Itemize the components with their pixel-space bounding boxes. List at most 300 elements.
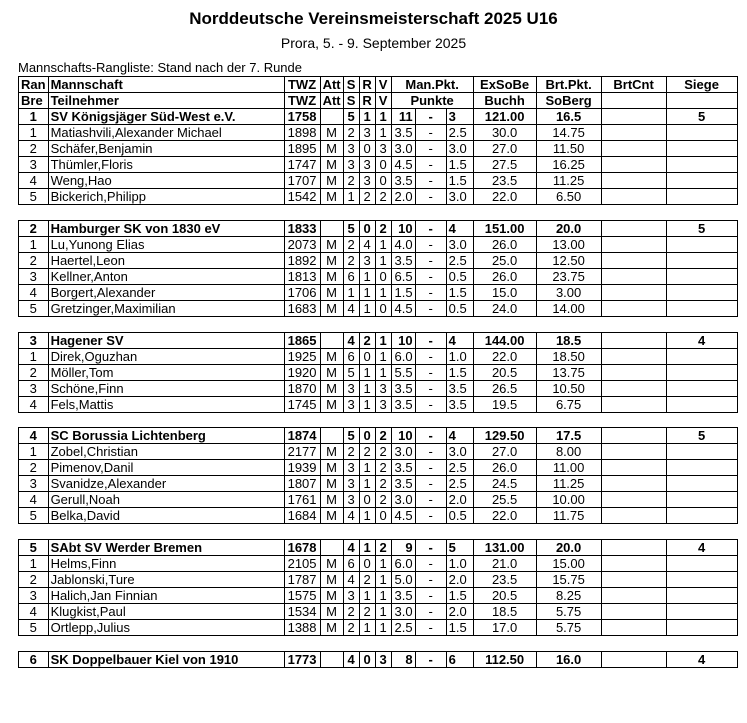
player-empty-2 xyxy=(666,508,737,524)
player-empty-1 xyxy=(601,396,666,412)
player-board: 5 xyxy=(19,508,49,524)
player-sonneborn-berger: 15.00 xyxy=(536,556,601,572)
player-empty-1 xyxy=(601,508,666,524)
header-siege xyxy=(666,93,737,109)
header-brtcnt xyxy=(601,93,666,109)
player-twz: 2073 xyxy=(284,236,320,252)
player-r: 0 xyxy=(359,141,375,157)
player-sonneborn-berger: 15.75 xyxy=(536,572,601,588)
player-empty-2 xyxy=(666,173,737,189)
player-board: 4 xyxy=(19,604,49,620)
player-empty-2 xyxy=(666,620,737,636)
player-twz: 1920 xyxy=(284,364,320,380)
player-s: 4 xyxy=(343,300,359,316)
player-v: 0 xyxy=(375,300,391,316)
player-points-won: 4.5 xyxy=(391,508,415,524)
player-points-lost: 3.0 xyxy=(446,141,473,157)
team-twz: 1874 xyxy=(284,428,320,444)
player-points-lost: 1.5 xyxy=(446,157,473,173)
player-twz: 1534 xyxy=(284,604,320,620)
player-twz: 1939 xyxy=(284,460,320,476)
player-att: M xyxy=(320,157,343,173)
player-points-lost: 1.5 xyxy=(446,284,473,300)
player-sonneborn-berger: 11.00 xyxy=(536,460,601,476)
team-matchpoints-lost: 4 xyxy=(446,332,473,348)
player-empty-2 xyxy=(666,604,737,620)
player-board: 3 xyxy=(19,157,49,173)
player-r: 3 xyxy=(359,252,375,268)
player-points-won: 2.0 xyxy=(391,189,415,205)
player-att: M xyxy=(320,492,343,508)
player-v: 2 xyxy=(375,189,391,205)
player-att: M xyxy=(320,396,343,412)
team-board-points: 16.0 xyxy=(536,651,601,667)
player-board: 5 xyxy=(19,300,49,316)
team-name: SK Doppelbauer Kiel von 1910 xyxy=(48,651,284,667)
player-att: M xyxy=(320,173,343,189)
player-s: 2 xyxy=(343,173,359,189)
player-points-won: 6.5 xyxy=(391,268,415,284)
player-s: 3 xyxy=(343,476,359,492)
team-twz: 1758 xyxy=(284,109,320,125)
header-row-2 xyxy=(19,93,738,109)
player-board: 5 xyxy=(19,620,49,636)
team-r: 0 xyxy=(359,220,375,236)
player-empty-1 xyxy=(601,604,666,620)
player-board: 3 xyxy=(19,476,49,492)
player-name: Kellner,Anton xyxy=(48,268,284,284)
team-matchpoints-lost: 3 xyxy=(446,109,473,125)
player-points-sep: - xyxy=(415,157,446,173)
player-s: 3 xyxy=(343,460,359,476)
player-buchholz: 23.5 xyxy=(473,173,536,189)
player-buchholz: 20.5 xyxy=(473,588,536,604)
player-att: M xyxy=(320,444,343,460)
player-board: 2 xyxy=(19,460,49,476)
player-r: 4 xyxy=(359,236,375,252)
team-matchpoints-sep: - xyxy=(415,651,446,667)
team-twz: 1773 xyxy=(284,651,320,667)
player-s: 2 xyxy=(343,125,359,141)
player-points-lost: 1.5 xyxy=(446,364,473,380)
player-points-won: 5.5 xyxy=(391,364,415,380)
team-att xyxy=(320,651,343,667)
player-points-lost: 3.5 xyxy=(446,380,473,396)
player-empty-2 xyxy=(666,572,737,588)
player-s: 1 xyxy=(343,284,359,300)
player-buchholz: 24.5 xyxy=(473,476,536,492)
player-twz: 1807 xyxy=(284,476,320,492)
team-wins: 5 xyxy=(666,109,737,125)
player-name: Lu,Yunong Elias xyxy=(48,236,284,252)
spacer-cell xyxy=(19,412,738,428)
team-board-count xyxy=(601,428,666,444)
player-empty-1 xyxy=(601,380,666,396)
player-points-sep: - xyxy=(415,125,446,141)
player-name: Halich,Jan Finnian xyxy=(48,588,284,604)
player-points-sep: - xyxy=(415,492,446,508)
team-matchpoints-won: 9 xyxy=(391,540,415,556)
player-board: 4 xyxy=(19,492,49,508)
player-name: Gerull,Noah xyxy=(48,492,284,508)
player-points-lost: 1.5 xyxy=(446,173,473,189)
player-points-lost: 3.0 xyxy=(446,236,473,252)
player-points-sep: - xyxy=(415,173,446,189)
player-r: 1 xyxy=(359,268,375,284)
player-points-won: 2.5 xyxy=(391,620,415,636)
team-matchpoints-lost: 4 xyxy=(446,428,473,444)
player-points-won: 3.5 xyxy=(391,252,415,268)
player-sonneborn-berger: 13.75 xyxy=(536,364,601,380)
player-name: Svanidze,Alexander xyxy=(48,476,284,492)
player-att: M xyxy=(320,284,343,300)
spacer-row xyxy=(19,524,738,540)
player-points-won: 1.5 xyxy=(391,284,415,300)
player-s: 3 xyxy=(343,588,359,604)
player-buchholz: 25.5 xyxy=(473,492,536,508)
team-matchpoints-won: 8 xyxy=(391,651,415,667)
player-twz: 1925 xyxy=(284,348,320,364)
player-name: Helms,Finn xyxy=(48,556,284,572)
header-att: Att xyxy=(320,77,343,93)
player-v: 3 xyxy=(375,396,391,412)
player-empty-1 xyxy=(601,157,666,173)
team-matchpoints-sep: - xyxy=(415,540,446,556)
player-board: 2 xyxy=(19,252,49,268)
player-points-lost: 2.5 xyxy=(446,125,473,141)
player-board: 1 xyxy=(19,556,49,572)
team-board-points: 16.5 xyxy=(536,109,601,125)
player-r: 0 xyxy=(359,556,375,572)
player-name: Direk,Oguzhan xyxy=(48,348,284,364)
header-v: V xyxy=(375,77,391,93)
team-matchpoints-won: 10 xyxy=(391,220,415,236)
team-matchpoints-lost: 4 xyxy=(446,220,473,236)
team-exsobe: 131.00 xyxy=(473,540,536,556)
player-row xyxy=(19,284,738,300)
player-row xyxy=(19,492,738,508)
player-v: 2 xyxy=(375,444,391,460)
player-buchholz: 26.0 xyxy=(473,236,536,252)
player-r: 1 xyxy=(359,620,375,636)
team-row xyxy=(19,220,738,236)
team-board-points: 20.0 xyxy=(536,540,601,556)
player-row xyxy=(19,252,738,268)
player-buchholz: 26.0 xyxy=(473,268,536,284)
team-matchpoints-won: 10 xyxy=(391,428,415,444)
player-empty-2 xyxy=(666,588,737,604)
player-row xyxy=(19,620,738,636)
team-board-points: 18.5 xyxy=(536,332,601,348)
team-twz: 1833 xyxy=(284,220,320,236)
player-points-sep: - xyxy=(415,268,446,284)
player-name: Bickerich,Philipp xyxy=(48,189,284,205)
team-matchpoints-lost: 5 xyxy=(446,540,473,556)
team-exsobe: 151.00 xyxy=(473,220,536,236)
player-name: Gretzinger,Maximilian xyxy=(48,300,284,316)
team-row xyxy=(19,540,738,556)
player-r: 1 xyxy=(359,284,375,300)
player-points-sep: - xyxy=(415,141,446,157)
player-points-won: 3.0 xyxy=(391,492,415,508)
team-name: SV Königsjäger Süd-West e.V. xyxy=(48,109,284,125)
player-att: M xyxy=(320,604,343,620)
player-v: 2 xyxy=(375,492,391,508)
player-points-won: 3.5 xyxy=(391,125,415,141)
player-v: 1 xyxy=(375,125,391,141)
team-matchpoints-won: 10 xyxy=(391,332,415,348)
player-points-sep: - xyxy=(415,348,446,364)
player-buchholz: 22.0 xyxy=(473,189,536,205)
player-empty-2 xyxy=(666,380,737,396)
team-board-count xyxy=(601,109,666,125)
team-wins: 5 xyxy=(666,220,737,236)
player-points-sep: - xyxy=(415,300,446,316)
player-att: M xyxy=(320,236,343,252)
player-empty-2 xyxy=(666,157,737,173)
player-empty-1 xyxy=(601,460,666,476)
player-s: 3 xyxy=(343,157,359,173)
team-wins: 4 xyxy=(666,540,737,556)
player-v: 1 xyxy=(375,364,391,380)
team-s: 5 xyxy=(343,220,359,236)
player-v: 1 xyxy=(375,284,391,300)
player-r: 3 xyxy=(359,125,375,141)
player-s: 4 xyxy=(343,572,359,588)
player-empty-2 xyxy=(666,364,737,380)
team-row xyxy=(19,651,738,667)
player-r: 1 xyxy=(359,300,375,316)
player-points-won: 6.0 xyxy=(391,348,415,364)
team-rank: 3 xyxy=(19,332,49,348)
player-points-sep: - xyxy=(415,508,446,524)
player-att: M xyxy=(320,364,343,380)
player-sonneborn-berger: 6.50 xyxy=(536,189,601,205)
header-siege: Siege xyxy=(666,77,737,93)
player-buchholz: 22.0 xyxy=(473,508,536,524)
player-s: 2 xyxy=(343,252,359,268)
team-s: 4 xyxy=(343,540,359,556)
player-row xyxy=(19,588,738,604)
player-sonneborn-berger: 11.75 xyxy=(536,508,601,524)
player-empty-1 xyxy=(601,236,666,252)
player-r: 0 xyxy=(359,348,375,364)
player-s: 3 xyxy=(343,396,359,412)
player-name: Ortlepp,Julius xyxy=(48,620,284,636)
player-sonneborn-berger: 12.50 xyxy=(536,252,601,268)
player-att: M xyxy=(320,300,343,316)
player-buchholz: 27.5 xyxy=(473,157,536,173)
player-board: 1 xyxy=(19,348,49,364)
header-att: Att xyxy=(320,93,343,109)
player-sonneborn-berger: 11.25 xyxy=(536,476,601,492)
team-matchpoints-sep: - xyxy=(415,220,446,236)
team-r: 0 xyxy=(359,651,375,667)
player-row xyxy=(19,396,738,412)
player-twz: 1813 xyxy=(284,268,320,284)
player-points-lost: 2.5 xyxy=(446,460,473,476)
page-title: Norddeutsche Vereinsmeisterschaft 2025 U16 xyxy=(189,9,558,28)
player-points-sep: - xyxy=(415,252,446,268)
header-brtpkt: Brt.Pkt. xyxy=(536,77,601,93)
player-row xyxy=(19,380,738,396)
player-empty-2 xyxy=(666,556,737,572)
team-rank: 6 xyxy=(19,651,49,667)
player-points-lost: 3.5 xyxy=(446,396,473,412)
player-v: 1 xyxy=(375,236,391,252)
team-board-points: 17.5 xyxy=(536,428,601,444)
player-empty-2 xyxy=(666,492,737,508)
team-r: 0 xyxy=(359,428,375,444)
player-empty-2 xyxy=(666,284,737,300)
player-v: 2 xyxy=(375,476,391,492)
player-points-lost: 2.5 xyxy=(446,252,473,268)
player-name: Fels,Mattis xyxy=(48,396,284,412)
player-points-lost: 1.5 xyxy=(446,620,473,636)
player-sonneborn-berger: 3.00 xyxy=(536,284,601,300)
player-r: 3 xyxy=(359,157,375,173)
team-name: Hamburger SK von 1830 eV xyxy=(48,220,284,236)
player-r: 3 xyxy=(359,173,375,189)
player-s: 6 xyxy=(343,268,359,284)
player-att: M xyxy=(320,508,343,524)
team-exsobe: 144.00 xyxy=(473,332,536,348)
team-rank: 2 xyxy=(19,220,49,236)
player-v: 0 xyxy=(375,508,391,524)
player-empty-2 xyxy=(666,268,737,284)
player-twz: 1542 xyxy=(284,189,320,205)
team-s: 5 xyxy=(343,109,359,125)
player-empty-2 xyxy=(666,460,737,476)
player-row xyxy=(19,444,738,460)
player-points-sep: - xyxy=(415,284,446,300)
player-points-won: 4.0 xyxy=(391,236,415,252)
standings-table xyxy=(18,76,738,668)
player-v: 1 xyxy=(375,588,391,604)
team-v: 2 xyxy=(375,428,391,444)
player-sonneborn-berger: 14.75 xyxy=(536,125,601,141)
player-points-lost: 3.0 xyxy=(446,189,473,205)
team-exsobe: 129.50 xyxy=(473,428,536,444)
player-points-won: 4.5 xyxy=(391,300,415,316)
header-v: V xyxy=(375,93,391,109)
player-empty-1 xyxy=(601,492,666,508)
player-points-sep: - xyxy=(415,556,446,572)
team-row xyxy=(19,109,738,125)
player-name: Matiashvili,Alexander Michael xyxy=(48,125,284,141)
player-r: 1 xyxy=(359,476,375,492)
player-points-won: 3.5 xyxy=(391,396,415,412)
player-buchholz: 24.0 xyxy=(473,300,536,316)
player-s: 6 xyxy=(343,348,359,364)
player-points-won: 3.0 xyxy=(391,444,415,460)
player-sonneborn-berger: 18.50 xyxy=(536,348,601,364)
header-points: Man.Pkt. xyxy=(391,77,473,93)
team-board-points: 20.0 xyxy=(536,220,601,236)
player-empty-2 xyxy=(666,236,737,252)
player-v: 2 xyxy=(375,460,391,476)
player-sonneborn-berger: 8.00 xyxy=(536,444,601,460)
player-points-won: 3.5 xyxy=(391,588,415,604)
team-wins: 4 xyxy=(666,651,737,667)
player-empty-2 xyxy=(666,476,737,492)
team-wins: 4 xyxy=(666,332,737,348)
player-twz: 1707 xyxy=(284,173,320,189)
player-points-lost: 1.5 xyxy=(446,588,473,604)
player-empty-1 xyxy=(601,364,666,380)
player-empty-2 xyxy=(666,125,737,141)
player-points-won: 3.5 xyxy=(391,460,415,476)
team-exsobe: 121.00 xyxy=(473,109,536,125)
player-row xyxy=(19,268,738,284)
team-name: Hagener SV xyxy=(48,332,284,348)
player-att: M xyxy=(320,268,343,284)
team-twz: 1678 xyxy=(284,540,320,556)
player-row xyxy=(19,572,738,588)
player-board: 2 xyxy=(19,141,49,157)
player-twz: 1388 xyxy=(284,620,320,636)
team-v: 1 xyxy=(375,332,391,348)
player-sonneborn-berger: 10.50 xyxy=(536,380,601,396)
player-twz: 1683 xyxy=(284,300,320,316)
player-r: 2 xyxy=(359,604,375,620)
player-empty-1 xyxy=(601,173,666,189)
team-att xyxy=(320,220,343,236)
player-empty-2 xyxy=(666,300,737,316)
player-points-sep: - xyxy=(415,460,446,476)
player-points-won: 3.0 xyxy=(391,141,415,157)
player-buchholz: 23.5 xyxy=(473,572,536,588)
team-wins: 5 xyxy=(666,428,737,444)
team-att xyxy=(320,332,343,348)
player-points-lost: 0.5 xyxy=(446,300,473,316)
spacer-cell xyxy=(19,524,738,540)
spacer-row xyxy=(19,412,738,428)
player-name: Schöne,Finn xyxy=(48,380,284,396)
team-row xyxy=(19,428,738,444)
event-subtitle: Prora, 5. - 9. September 2025 xyxy=(280,35,467,51)
team-att xyxy=(320,109,343,125)
player-sonneborn-berger: 5.75 xyxy=(536,604,601,620)
player-v: 1 xyxy=(375,572,391,588)
team-matchpoints-won: 11 xyxy=(391,109,415,125)
player-row xyxy=(19,236,738,252)
player-buchholz: 22.0 xyxy=(473,348,536,364)
player-points-sep: - xyxy=(415,588,446,604)
player-v: 3 xyxy=(375,141,391,157)
team-row xyxy=(19,332,738,348)
player-twz: 1706 xyxy=(284,284,320,300)
player-points-won: 3.5 xyxy=(391,476,415,492)
player-sonneborn-berger: 5.75 xyxy=(536,620,601,636)
player-sonneborn-berger: 14.00 xyxy=(536,300,601,316)
player-row xyxy=(19,508,738,524)
team-board-count xyxy=(601,540,666,556)
player-twz: 1898 xyxy=(284,125,320,141)
player-points-won: 3.5 xyxy=(391,380,415,396)
player-s: 3 xyxy=(343,492,359,508)
player-points-lost: 0.5 xyxy=(446,508,473,524)
player-r: 1 xyxy=(359,396,375,412)
player-s: 2 xyxy=(343,620,359,636)
player-sonneborn-berger: 6.75 xyxy=(536,396,601,412)
player-board: 4 xyxy=(19,396,49,412)
player-att: M xyxy=(320,125,343,141)
player-empty-1 xyxy=(601,252,666,268)
player-points-lost: 2.0 xyxy=(446,492,473,508)
player-name: Belka,David xyxy=(48,508,284,524)
player-board: 1 xyxy=(19,125,49,141)
